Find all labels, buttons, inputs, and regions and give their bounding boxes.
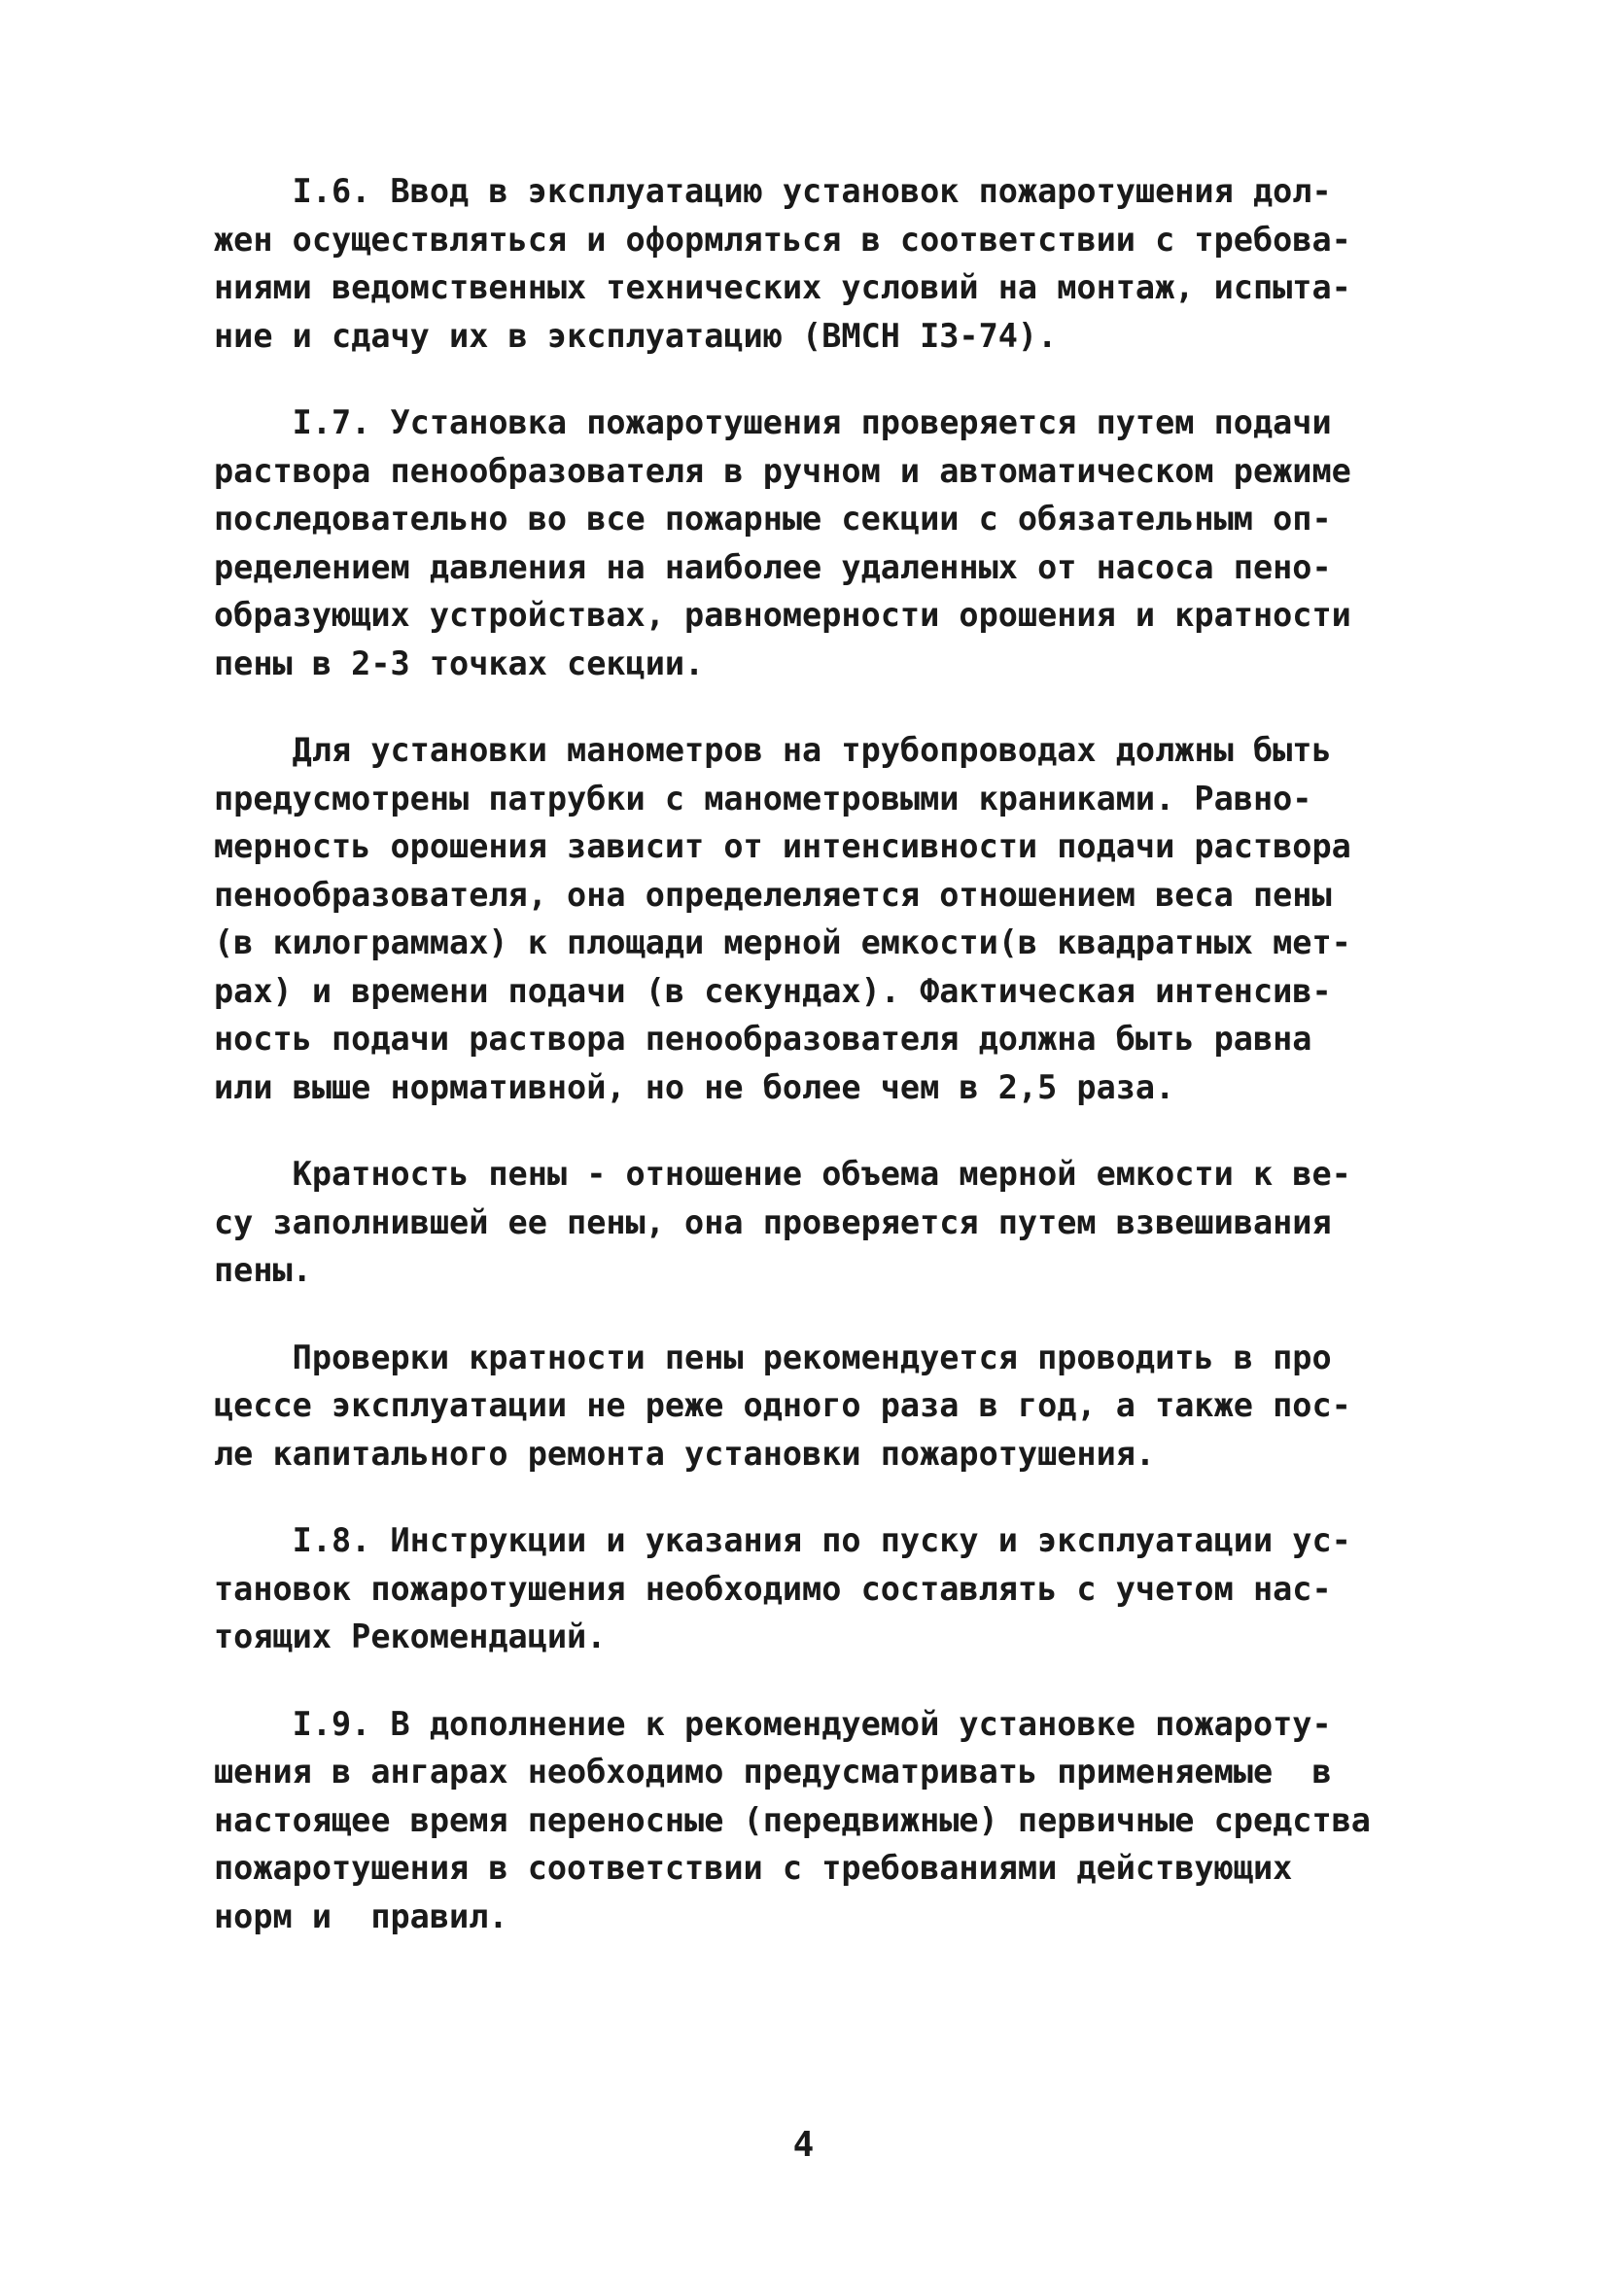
- text-line: мерность орошения зависит от интенсивности подачи раствора: [214, 827, 1351, 865]
- text-line: Для установки манометров на трубопроводах должны быть: [214, 731, 1332, 769]
- text-line: I.8. Инструкции и указания по пуску и эксплуатации ус-: [214, 1521, 1351, 1559]
- page-number: 4: [792, 2125, 815, 2165]
- text-line: последовательно во все пожарные секции с обязательным оп-: [214, 500, 1332, 538]
- text-line: ние и сдачу их в эксплуатацию (ВМСН I3-74).: [214, 316, 1058, 355]
- paragraph: [214, 1700, 1410, 1941]
- text-line: пожаротушения в соответствии с требованиями действующих: [214, 1849, 1293, 1887]
- text-line: ределением давления на наиболее удаленных от насоса пено-: [214, 547, 1332, 586]
- text-line: Проверки кратности пены рекомендуется проводить в про: [214, 1338, 1332, 1376]
- paragraph: [214, 1334, 1410, 1478]
- paragraph: [214, 167, 1410, 360]
- text-line: I.7. Установка пожаротушения проверяется путем подачи: [214, 403, 1332, 441]
- paragraph: [214, 726, 1410, 1111]
- text-line: ле капитального ремонта установки пожаротушения.: [214, 1434, 1156, 1473]
- text-line: тановок пожаротушения необходимо составлять с учетом нас-: [214, 1569, 1332, 1608]
- text-line: пенообразователя, она определеляется отношением веса пены: [214, 875, 1332, 914]
- paragraph: [214, 399, 1410, 687]
- text-line: жен осуществляться и оформляться в соответствии с требова-: [214, 220, 1351, 259]
- text-line: су заполнившей ее пены, она проверяется путем взвешивания: [214, 1202, 1332, 1241]
- text-line: Кратность пены - отношение объема мерной емкости к ве-: [214, 1155, 1351, 1193]
- text-line: образующих устройствах, равномерности орошения и кратности: [214, 596, 1351, 634]
- text-line: настоящее время переносные (передвижные) первичные средства: [214, 1800, 1371, 1839]
- text-line: шения в ангарах необходимо предусматривать применяемые в: [214, 1753, 1332, 1791]
- text-line: пены в 2-3 точках секции.: [214, 644, 705, 682]
- text-line: или выше нормативной, но не более чем в 2,5 раза.: [214, 1067, 1175, 1106]
- text-line: (в килограммах) к площади мерной емкости(в квадратных мет-: [214, 923, 1351, 961]
- paragraph: [214, 1516, 1410, 1661]
- text-line: тоящих Рекомендаций.: [214, 1618, 607, 1655]
- text-line: цессе эксплуатации не реже одного раза в год, а также пос-: [214, 1386, 1351, 1424]
- text-line: I.9. В дополнение к рекомендуемой установке пожароту-: [214, 1704, 1332, 1743]
- text-line: пены.: [214, 1251, 312, 1289]
- text-line: ниями ведомственных технических условий на монтаж, испыта-: [214, 268, 1351, 306]
- text-line: рах) и времени подачи (в секундах). Фактическая интенсив-: [214, 971, 1332, 1010]
- text-line: норм и правил.: [214, 1896, 508, 1935]
- text-line: предусмотрены патрубки с манометровыми краниками. Равно-: [214, 779, 1312, 818]
- text-line: раствора пенообразователя в ручном и автоматическом режиме: [214, 451, 1351, 490]
- text-line: I.6. Ввод в эксплуатацию установок пожаротушения дол-: [214, 172, 1332, 210]
- text-line: ность подачи раствора пенообразователя должна быть равна: [214, 1020, 1312, 1058]
- paragraph: [214, 1150, 1410, 1295]
- body-text: [214, 167, 1410, 1979]
